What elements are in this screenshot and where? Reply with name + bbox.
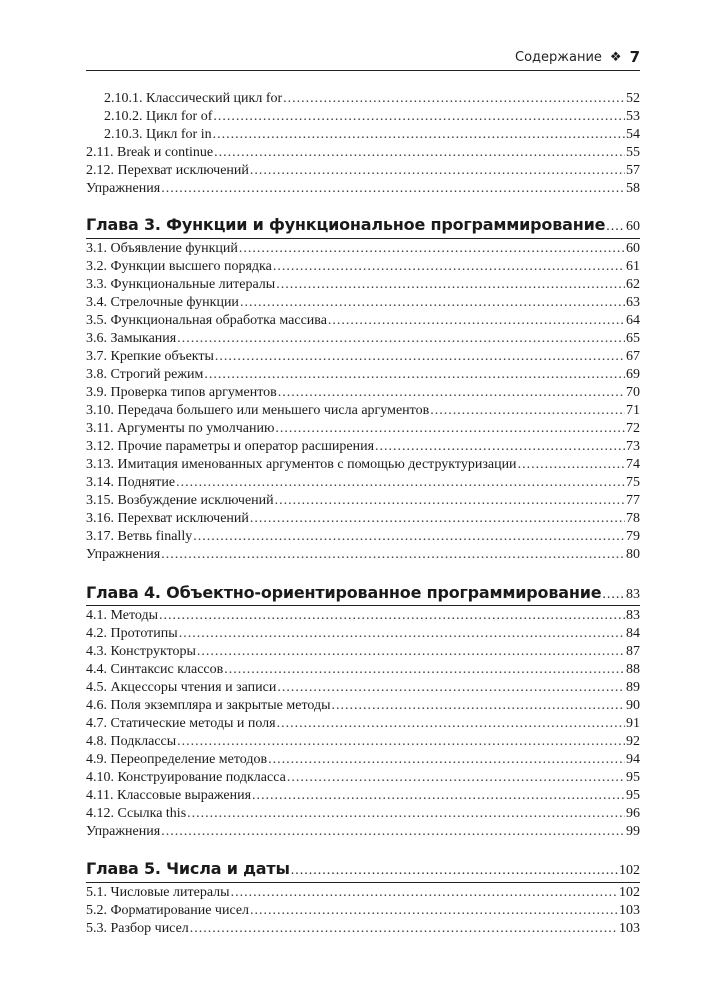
toc-entry-page: 55 bbox=[626, 145, 640, 160]
dot-leader bbox=[291, 858, 618, 884]
dot-leader bbox=[204, 366, 625, 384]
toc-entry-label: 3.7. Крепкие объекты bbox=[86, 349, 214, 364]
dot-leader bbox=[214, 144, 625, 162]
toc-entry-page: 57 bbox=[626, 163, 640, 178]
dot-leader bbox=[250, 510, 625, 528]
dot-leader bbox=[430, 402, 625, 420]
toc-entry-label: 5.2. Форматирование чисел bbox=[86, 903, 250, 918]
dot-leader bbox=[332, 697, 625, 715]
toc-entry[interactable] bbox=[86, 366, 640, 384]
toc-entry-label: 2.10.1. Классический цикл for bbox=[104, 91, 283, 106]
toc-entry-label: 3.15. Возбуждение исключений bbox=[86, 493, 274, 508]
toc-entry-page: 54 bbox=[626, 127, 640, 142]
dot-leader bbox=[177, 733, 625, 751]
toc-entry-label: 4.11. Классовые выражения bbox=[86, 788, 252, 803]
toc-entry-page: 61 bbox=[626, 259, 640, 274]
toc-entry-page: 70 bbox=[626, 385, 640, 400]
dot-leader bbox=[518, 456, 625, 474]
dot-leader bbox=[278, 384, 625, 402]
dot-leader bbox=[176, 474, 625, 492]
running-header bbox=[86, 44, 640, 71]
toc-entry[interactable] bbox=[86, 510, 640, 528]
toc-entry-label: 3.8. Строгий режим bbox=[86, 367, 204, 382]
toc-entry[interactable] bbox=[86, 456, 640, 474]
toc-entry-label: 4.10. Конструирование подкласса bbox=[86, 770, 286, 785]
dot-leader bbox=[250, 162, 625, 180]
toc-entry-label: 3.11. Аргументы по умолчанию bbox=[86, 421, 275, 436]
toc-entry-label: 3.2. Функции высшего порядка bbox=[86, 259, 272, 274]
dot-leader bbox=[177, 330, 625, 348]
dot-leader bbox=[161, 180, 625, 198]
toc-entry-page: 79 bbox=[626, 529, 640, 544]
toc-entry-label: 3.4. Стрелочные функции bbox=[86, 295, 239, 310]
toc-entry[interactable] bbox=[86, 769, 640, 787]
dot-leader bbox=[275, 492, 625, 510]
chapter-rule bbox=[86, 238, 640, 239]
toc-entry-label: 2.11. Break и continue bbox=[86, 145, 214, 160]
toc-entry-page: 64 bbox=[626, 313, 640, 328]
toc-entry-label: 4.3. Конструкторы bbox=[86, 644, 196, 659]
toc-entry[interactable] bbox=[86, 240, 640, 258]
toc-entry-page: 69 bbox=[626, 367, 640, 382]
chapter-heading[interactable] bbox=[86, 580, 640, 606]
dot-leader bbox=[250, 902, 618, 920]
toc-entry-label: 3.16. Перехват исключений bbox=[86, 511, 249, 526]
toc-entry-page: 83 bbox=[626, 608, 640, 623]
dot-leader bbox=[224, 661, 625, 679]
toc-entry-page: 60 bbox=[626, 241, 640, 256]
toc-entry[interactable] bbox=[86, 679, 640, 697]
dot-leader bbox=[240, 294, 625, 312]
dot-leader bbox=[287, 769, 625, 787]
toc-entry-page: 74 bbox=[626, 457, 640, 472]
chapter-title: Глава 3. Функции и функциональное программирование bbox=[86, 215, 606, 234]
dot-leader bbox=[193, 528, 625, 546]
toc-entry[interactable] bbox=[86, 884, 640, 902]
dot-leader bbox=[268, 751, 625, 769]
dot-leader bbox=[283, 90, 625, 108]
toc-entry-page: 67 bbox=[626, 349, 640, 364]
toc-entry[interactable] bbox=[86, 474, 640, 492]
toc-entry-page: 52 bbox=[626, 91, 640, 106]
toc-entry-page: 99 bbox=[626, 824, 640, 839]
toc-entry[interactable] bbox=[86, 625, 640, 643]
dot-leader bbox=[215, 348, 625, 366]
toc-entry[interactable] bbox=[86, 751, 640, 769]
chapter-rule bbox=[86, 605, 640, 606]
toc-entry-page: 75 bbox=[626, 475, 640, 490]
toc-entry[interactable] bbox=[86, 402, 640, 420]
toc-entry-label: 4.2. Прототипы bbox=[86, 626, 178, 641]
toc-entry[interactable] bbox=[86, 492, 640, 510]
toc-entry[interactable] bbox=[86, 126, 640, 144]
toc-entry-page: 103 bbox=[619, 921, 640, 936]
toc-entry[interactable] bbox=[86, 294, 640, 312]
chapter-heading[interactable] bbox=[86, 856, 640, 882]
toc-entry-label: 3.1. Объявление функций bbox=[86, 241, 238, 256]
toc-entry-page: 96 bbox=[626, 806, 640, 821]
toc-entry-page: 94 bbox=[626, 752, 640, 767]
dot-leader bbox=[187, 805, 625, 823]
toc-entry-page: 71 bbox=[626, 403, 640, 418]
toc-entry-page: 84 bbox=[626, 626, 640, 641]
toc-entry-label: 4.7. Статические методы и поля bbox=[86, 716, 276, 731]
toc-entry-label: 2.10.3. Цикл for in bbox=[104, 127, 212, 142]
toc-entry-page: 73 bbox=[626, 439, 640, 454]
toc-entry-page: 102 bbox=[619, 885, 640, 900]
toc-entry-label: 3.3. Функциональные литералы bbox=[86, 277, 276, 292]
toc-entry[interactable] bbox=[86, 787, 640, 805]
toc-entry-label: 4.5. Акцессоры чтения и записи bbox=[86, 680, 277, 695]
chapter-title: Глава 4. Объектно-ориентированное программирование bbox=[86, 583, 602, 602]
chapter-page: 83 bbox=[626, 587, 640, 602]
dot-leader bbox=[375, 438, 625, 456]
toc-entry-label: 3.9. Проверка типов аргументов bbox=[86, 385, 277, 400]
toc-entry-page: 90 bbox=[626, 698, 640, 713]
toc-entry-page: 91 bbox=[626, 716, 640, 731]
toc-entry-label: 4.12. Ссылка this bbox=[86, 806, 187, 821]
toc-entry-page: 95 bbox=[626, 770, 640, 785]
toc-entry[interactable] bbox=[86, 144, 640, 162]
toc-entry-page: 89 bbox=[626, 680, 640, 695]
toc-entry-label: 2.12. Перехват исключений bbox=[86, 163, 249, 178]
toc-entry-page: 80 bbox=[626, 547, 640, 562]
toc-entry-label: Упражнения bbox=[86, 547, 161, 562]
toc-entry[interactable] bbox=[86, 258, 640, 276]
chapter-title: Глава 5. Числа и даты bbox=[86, 859, 290, 878]
toc-entry[interactable] bbox=[86, 108, 640, 126]
toc-entry[interactable] bbox=[86, 715, 640, 733]
header-page-number: 7 bbox=[629, 48, 640, 66]
toc-entry[interactable] bbox=[86, 546, 640, 564]
chapter-page: 60 bbox=[626, 219, 640, 234]
toc-entry-page: 72 bbox=[626, 421, 640, 436]
toc-entry-label: Упражнения bbox=[86, 824, 161, 839]
toc-entry-label: 3.13. Имитация именованных аргументов с помощью деструктуризации bbox=[86, 457, 517, 472]
dot-leader bbox=[277, 679, 625, 697]
chapter-heading[interactable] bbox=[86, 212, 640, 238]
toc-entry[interactable] bbox=[86, 733, 640, 751]
toc-entry-label: 2.10.2. Цикл for of bbox=[104, 109, 213, 124]
toc-entry-label: 4.1. Методы bbox=[86, 608, 159, 623]
dot-leader bbox=[179, 625, 625, 643]
toc-entry-page: 77 bbox=[626, 493, 640, 508]
toc-entry[interactable] bbox=[86, 697, 640, 715]
toc-entry[interactable] bbox=[86, 180, 640, 198]
dot-leader bbox=[161, 823, 625, 841]
toc-entry-page: 63 bbox=[626, 295, 640, 310]
toc-entry-label: 3.14. Поднятие bbox=[86, 475, 176, 490]
chapter-rule bbox=[86, 882, 640, 883]
dot-leader bbox=[190, 920, 618, 938]
dot-leader bbox=[273, 258, 625, 276]
toc-entry[interactable] bbox=[86, 384, 640, 402]
toc-entry[interactable] bbox=[86, 330, 640, 348]
dot-leader bbox=[276, 276, 625, 294]
dot-leader bbox=[275, 420, 625, 438]
toc-entry-label: 5.3. Разбор чисел bbox=[86, 921, 189, 936]
toc-entry[interactable] bbox=[86, 920, 640, 938]
dot-leader bbox=[239, 240, 625, 258]
header-section-name: Содержание bbox=[515, 49, 602, 65]
toc-entry-page: 103 bbox=[619, 903, 640, 918]
toc-entry-label: 3.17. Ветвь finally bbox=[86, 529, 193, 544]
toc-entry-label: 3.6. Замыкания bbox=[86, 331, 177, 346]
toc-entry-page: 92 bbox=[626, 734, 640, 749]
dot-leader bbox=[213, 126, 625, 144]
toc-entry[interactable] bbox=[86, 438, 640, 456]
dot-leader bbox=[606, 214, 625, 240]
toc-entry[interactable] bbox=[86, 312, 640, 330]
dot-leader bbox=[277, 715, 625, 733]
chapter-page: 102 bbox=[619, 863, 640, 878]
toc-entry-label: 4.9. Переопределение методов bbox=[86, 752, 268, 767]
dot-leader bbox=[161, 546, 625, 564]
toc-entry-label: 4.6. Поля экземпляра и закрытые методы bbox=[86, 698, 331, 713]
toc-entry[interactable] bbox=[86, 528, 640, 546]
toc-entry-label: 3.10. Передача большего или меньшего числа аргументов bbox=[86, 403, 430, 418]
dot-leader bbox=[159, 607, 625, 625]
toc-entry[interactable] bbox=[86, 90, 640, 108]
toc-entry[interactable] bbox=[86, 162, 640, 180]
toc-entry-page: 58 bbox=[626, 181, 640, 196]
dot-leader bbox=[197, 643, 625, 661]
toc-entry-label: 4.4. Синтаксис классов bbox=[86, 662, 224, 677]
toc-entry-page: 62 bbox=[626, 277, 640, 292]
toc-entry[interactable] bbox=[86, 643, 640, 661]
toc-entry[interactable] bbox=[86, 348, 640, 366]
toc-entry[interactable] bbox=[86, 902, 640, 920]
toc-entry-page: 87 bbox=[626, 644, 640, 659]
toc-entry-page: 88 bbox=[626, 662, 640, 677]
toc-entry-label: 3.12. Прочие параметры и оператор расширения bbox=[86, 439, 375, 454]
toc-entry-label: Упражнения bbox=[86, 181, 161, 196]
header-ornament-icon: ❖ bbox=[609, 49, 622, 65]
dot-leader bbox=[213, 108, 625, 126]
toc-entry-page: 95 bbox=[626, 788, 640, 803]
toc-entry-page: 65 bbox=[626, 331, 640, 346]
toc-entry[interactable] bbox=[86, 661, 640, 679]
toc-entry-page: 53 bbox=[626, 109, 640, 124]
toc-entry-label: 3.5. Функциональная обработка массива bbox=[86, 313, 327, 328]
toc-entry-label: 5.1. Числовые литералы bbox=[86, 885, 230, 900]
dot-leader bbox=[231, 884, 618, 902]
toc-entry[interactable] bbox=[86, 607, 640, 625]
toc-entry[interactable] bbox=[86, 805, 640, 823]
dot-leader bbox=[252, 787, 625, 805]
toc-entry-page: 78 bbox=[626, 511, 640, 526]
dot-leader bbox=[328, 312, 625, 330]
toc-entry-label: 4.8. Подклассы bbox=[86, 734, 177, 749]
toc-entry[interactable] bbox=[86, 276, 640, 294]
toc-entry[interactable] bbox=[86, 420, 640, 438]
toc-entry[interactable] bbox=[86, 823, 640, 841]
